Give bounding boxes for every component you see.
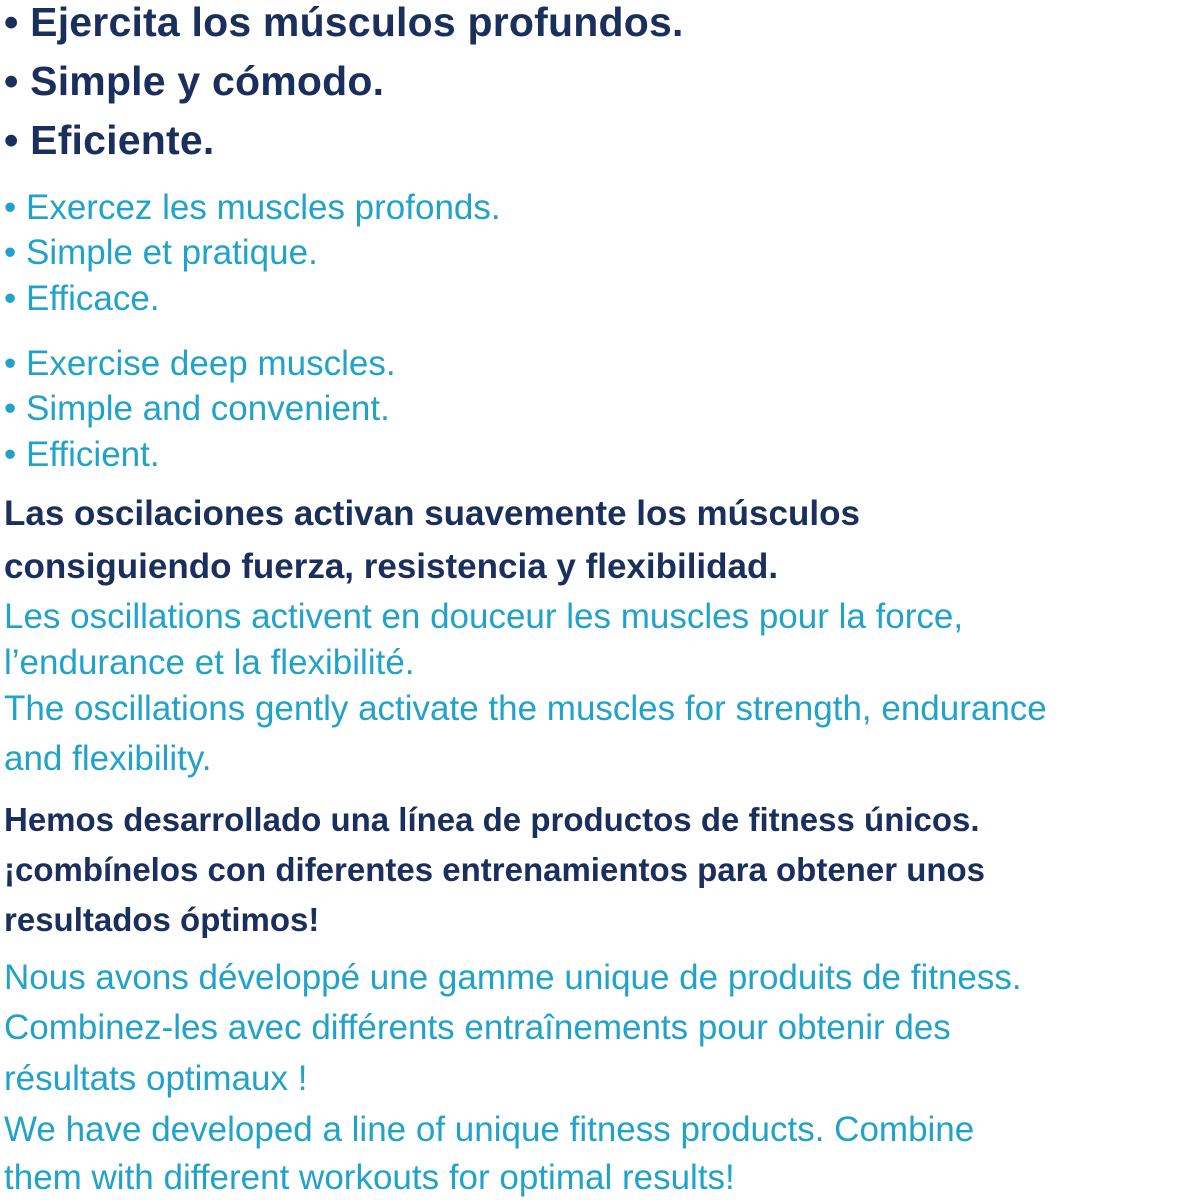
en-bullet-1: • Exercise deep muscles. [4,344,396,383]
oscillations-es-line-1: Las oscilaciones activan suavemente los músculos [4,494,860,533]
fr-bullet-3: • Efficace. [4,279,160,318]
oscillations-es-line-2: consiguiendo fuerza, resistencia y flexibilidad. [4,547,779,586]
es-bullet-3: • Eficiente. [4,117,215,163]
fr-bullet-1: • Exercez les muscles profonds. [4,188,501,227]
products-fr-line-1: Nous avons développé une gamme unique de produits de fitness. [4,958,1022,997]
products-es-line-3: resultados óptimos! [4,901,320,938]
products-fr-line-3: résultats optimaux ! [4,1059,308,1098]
fr-bullet-2: • Simple et pratique. [4,233,318,272]
oscillations-en-line-1: The oscillations gently activate the muscles for strength, endurance [4,689,1047,728]
oscillations-fr-line-2: l’endurance et la flexibilité. [4,643,415,682]
en-bullet-2: • Simple and convenient. [4,389,390,428]
products-fr-line-2: Combinez-les avec différents entraînements pour obtenir des [4,1008,951,1047]
es-bullet-2: • Simple y cómodo. [4,58,385,104]
es-bullet-1: • Ejercita los músculos profundos. [4,0,684,45]
oscillations-fr-line-1: Les oscillations activent en douceur les muscles pour la force, [4,597,964,636]
en-bullet-3: • Efficient. [4,435,160,474]
products-en-line-2: them with different workouts for optimal results! [4,1158,735,1197]
products-es-line-1: Hemos desarrollado una línea de productos de fitness únicos. [4,801,980,838]
products-en-line-1: We have developed a line of unique fitness products. Combine [4,1110,975,1149]
oscillations-en-line-2: and flexibility. [4,739,212,778]
products-es-line-2: ¡combínelos con diferentes entrenamientos para obtener unos [4,851,986,888]
